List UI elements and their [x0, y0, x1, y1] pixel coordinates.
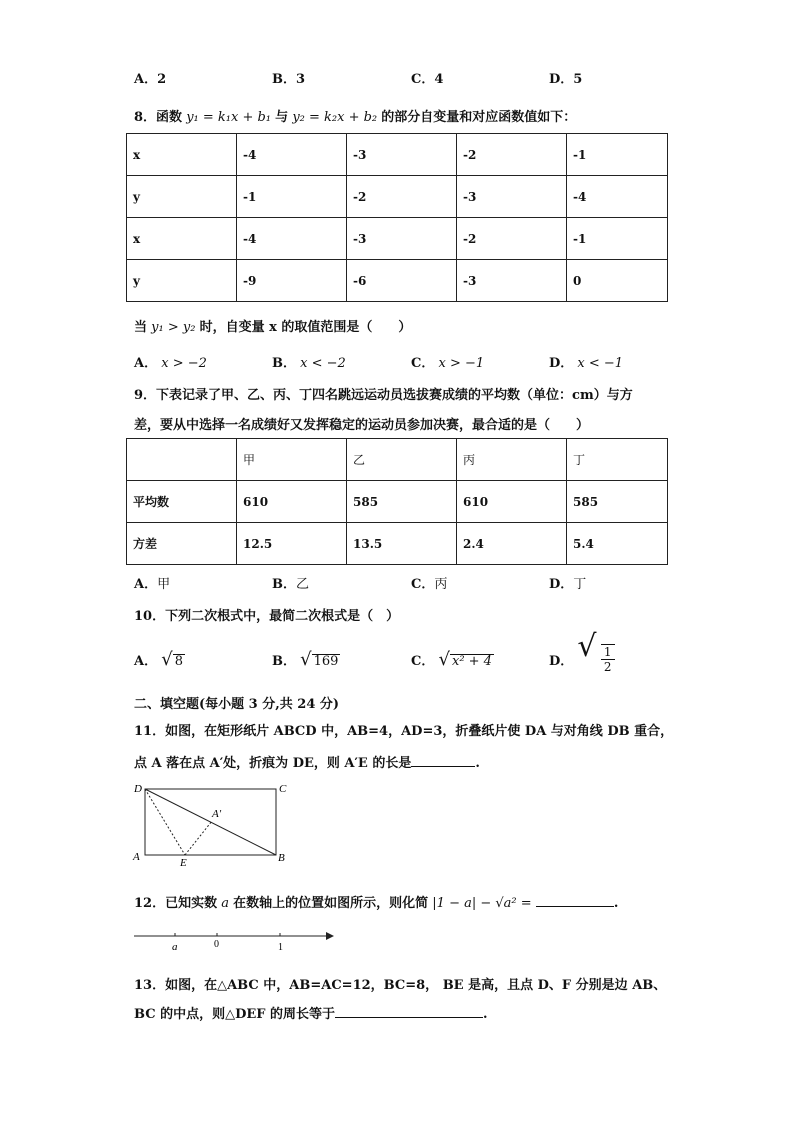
q10-option-d: D． √ $\frac{1}{2}$: [549, 640, 615, 674]
radical-sign: √: [438, 649, 450, 670]
q8-function-1: y₁ = k₁x + b₁: [186, 110, 272, 125]
q8-option-d: D． x < −1: [549, 356, 624, 371]
q11-stem-line1: 11．如图，在矩形纸片 ABCD 中，AB=4，AD=3，折叠纸片使 DA 与对角线 DB 重合，: [134, 724, 674, 739]
table-row: 平均数 610 585 610 585: [127, 481, 668, 523]
table-row: x -4 -3 -2 -1: [127, 134, 668, 176]
q9-option-b: B．乙: [272, 577, 310, 592]
radical-sign: √: [577, 629, 597, 664]
q7-option-a: A．2: [134, 72, 167, 87]
label-one: 1: [278, 942, 283, 953]
q8-option-c: C． x > −1: [411, 356, 485, 371]
table-row: 甲 乙 丙 丁: [127, 439, 668, 481]
q9-option-c: C．丙: [411, 577, 448, 592]
q12-expression: |1 − a| − √a² =: [432, 896, 532, 911]
segment-ea1: [185, 821, 212, 855]
q8-value-table: [126, 133, 668, 302]
q8-stem: 8．函数 y₁ = k₁x + b₁ 与 y₂ = k₂x + b₂ 的部分自变量和对应函数值如下：: [134, 110, 577, 125]
q10-stem: 10．下列二次根式中，最简二次根式是（ ）: [134, 609, 400, 624]
q10-option-b: B． √ 169: [272, 649, 339, 670]
section-heading: 二、填空题(每小题 3 分,共 24 分): [134, 697, 340, 712]
table-row: y -9 -6 -3 0: [127, 260, 668, 302]
label-c: C: [279, 783, 287, 795]
radical-sign: √: [161, 649, 173, 670]
fraction: $\frac{1}{2}$: [601, 644, 615, 674]
q10-option-a: A． √ 8: [134, 649, 183, 670]
q9-option-d: D．丁: [549, 577, 587, 592]
q7-option-b: B．3: [272, 72, 306, 87]
axis-arrow-icon: [326, 932, 334, 940]
answer-blank: [536, 894, 614, 907]
q8-function-2: y₂ = k₂x + b₂: [292, 110, 378, 125]
table-row: x -4 -3 -2 -1: [127, 218, 668, 260]
answer-blank: [411, 754, 475, 767]
q9-option-a: A．甲: [134, 577, 171, 592]
q11-rectangle-figure: [130, 780, 295, 868]
label-e: E: [180, 857, 187, 868]
q12-stem: 12．已知实数 a 在数轴上的位置如图所示，则化简 |1 − a| − √a² = .: [134, 896, 619, 911]
q8-option-b: B． x < −2: [272, 356, 346, 371]
q9-stem-line1: 9．下表记录了甲、乙、丙、丁四名跳远运动员选拔赛成绩的平均数（单位：cm）与方: [134, 388, 633, 403]
label-a: A: [133, 851, 140, 863]
answer-blank: [335, 1005, 483, 1018]
label-d: D: [134, 783, 142, 795]
label-a-prime: A′: [212, 808, 222, 820]
q11-stem-line2: 点 A 落在点 A′处，折痕为 DE，则 A′E 的长是 .: [134, 756, 480, 771]
q9-score-table: [126, 438, 668, 565]
q9-stem-line2: 差，要从中选择一名成绩好又发挥稳定的运动员参加决赛，最合适的是（ ）: [134, 418, 590, 433]
table-row: 方差 12.5 13.5 2.4 5.4: [127, 523, 668, 565]
label-a: a: [172, 941, 178, 953]
q13-stem-line1: 13．如图，在△ABC 中，AB=AC=12，BC=8， BE 是高，且点 D、F 分别是边 AB、: [134, 978, 667, 993]
q12-number-line: [130, 925, 340, 955]
label-zero: 0: [214, 939, 219, 950]
table-row: y -1 -2 -3 -4: [127, 176, 668, 218]
radical-sign: √: [300, 649, 312, 670]
q7-option-c: C．4: [411, 72, 444, 87]
q8-condition: 当 y₁ > y₂ 时，自变量 x 的取值范围是（ ）: [134, 320, 412, 335]
q8-option-a: A． x > −2: [134, 356, 207, 371]
diagonal-db: [145, 789, 276, 855]
q7-option-d: D．5: [549, 72, 583, 87]
q10-option-c: C． √ x² + 4: [411, 649, 492, 670]
q13-stem-line2: BC 的中点，则△DEF 的周长等于 .: [134, 1007, 488, 1022]
label-b: B: [278, 852, 285, 864]
